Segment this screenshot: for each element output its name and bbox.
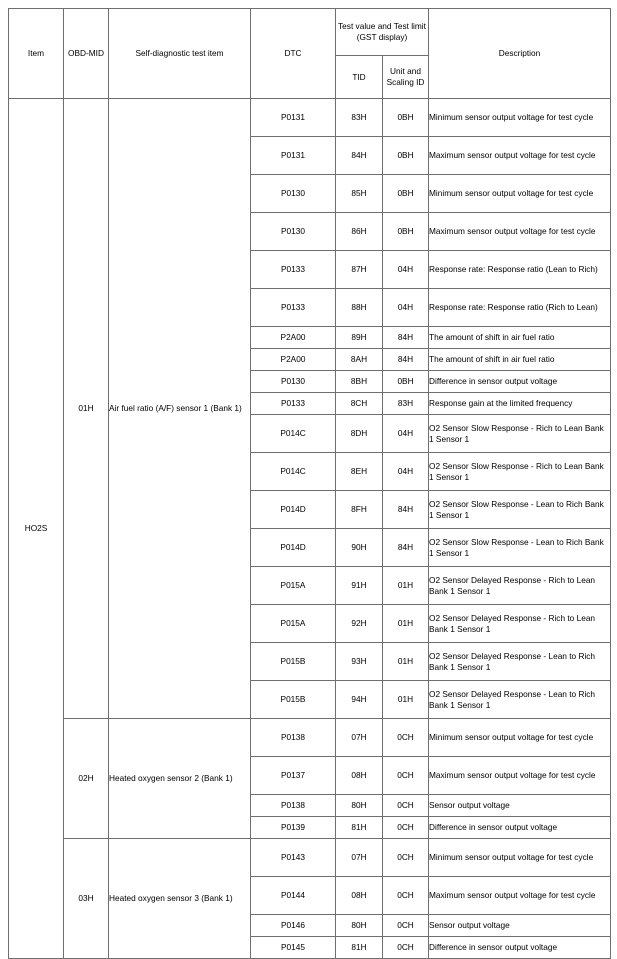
cell-dtc: P014C: [251, 453, 336, 491]
cell-unit-scaling-id: 84H: [383, 529, 429, 567]
cell-tid: 88H: [336, 289, 383, 327]
cell-tid: 8BH: [336, 371, 383, 393]
cell-tid: 81H: [336, 817, 383, 839]
cell-tid: 8DH: [336, 415, 383, 453]
cell-unit-scaling-id: 0CH: [383, 877, 429, 915]
cell-tid: 86H: [336, 213, 383, 251]
cell-self-diagnostic-test-item: Heated oxygen sensor 2 (Bank 1): [109, 719, 251, 839]
cell-description: Minimum sensor output voltage for test cycle: [429, 99, 611, 137]
cell-dtc: P0143: [251, 839, 336, 877]
cell-tid: 80H: [336, 795, 383, 817]
cell-unit-scaling-id: 0BH: [383, 371, 429, 393]
header-description: Description: [429, 9, 611, 99]
cell-unit-scaling-id: 0CH: [383, 839, 429, 877]
cell-unit-scaling-id: 04H: [383, 453, 429, 491]
cell-description: O2 Sensor Delayed Response - Rich to Lean Bank 1 Sensor 1: [429, 567, 611, 605]
cell-description: O2 Sensor Delayed Response - Rich to Lean Bank 1 Sensor 1: [429, 605, 611, 643]
cell-tid: 8EH: [336, 453, 383, 491]
table-body: [9, 99, 611, 959]
cell-dtc: P014D: [251, 491, 336, 529]
cell-dtc: P0138: [251, 795, 336, 817]
cell-description: Maximum sensor output voltage for test cycle: [429, 213, 611, 251]
cell-description: O2 Sensor Delayed Response - Lean to Rich Bank 1 Sensor 1: [429, 643, 611, 681]
cell-unit-scaling-id: 84H: [383, 491, 429, 529]
cell-unit-scaling-id: 0CH: [383, 817, 429, 839]
cell-tid: 8AH: [336, 349, 383, 371]
cell-dtc: P0146: [251, 915, 336, 937]
cell-dtc: P2A00: [251, 327, 336, 349]
cell-unit-scaling-id: 01H: [383, 643, 429, 681]
cell-dtc: P0133: [251, 289, 336, 327]
cell-tid: 8CH: [336, 393, 383, 415]
cell-description: Response rate: Response ratio (Lean to Rich): [429, 251, 611, 289]
cell-description: Sensor output voltage: [429, 795, 611, 817]
cell-unit-scaling-id: 0CH: [383, 937, 429, 959]
cell-unit-scaling-id: 0CH: [383, 795, 429, 817]
cell-tid: 87H: [336, 251, 383, 289]
cell-description: Maximum sensor output voltage for test cycle: [429, 137, 611, 175]
cell-unit-scaling-id: 0BH: [383, 175, 429, 213]
cell-unit-scaling-id: 01H: [383, 567, 429, 605]
obd-mid-self-diagnostic-table: [8, 8, 611, 959]
cell-unit-scaling-id: 04H: [383, 415, 429, 453]
cell-dtc: P0130: [251, 371, 336, 393]
cell-unit-scaling-id: 84H: [383, 349, 429, 371]
cell-dtc: P0131: [251, 137, 336, 175]
cell-tid: 84H: [336, 137, 383, 175]
cell-description: Minimum sensor output voltage for test cycle: [429, 719, 611, 757]
table-row: [9, 719, 611, 757]
cell-description: The amount of shift in air fuel ratio: [429, 349, 611, 371]
cell-description: O2 Sensor Slow Response - Rich to Lean Bank 1 Sensor 1: [429, 415, 611, 453]
cell-dtc: P0138: [251, 719, 336, 757]
cell-unit-scaling-id: 0BH: [383, 137, 429, 175]
cell-unit-scaling-id: 04H: [383, 289, 429, 327]
cell-description: Minimum sensor output voltage for test cycle: [429, 175, 611, 213]
cell-dtc: P0139: [251, 817, 336, 839]
header-dtc: DTC: [251, 9, 336, 99]
cell-description: O2 Sensor Slow Response - Lean to Rich Bank 1 Sensor 1: [429, 529, 611, 567]
cell-unit-scaling-id: 0CH: [383, 719, 429, 757]
cell-description: Difference in sensor output voltage: [429, 937, 611, 959]
table-header: [9, 9, 611, 99]
header-obd-mid: OBD-MID: [64, 9, 109, 99]
cell-description: Response gain at the limited frequency: [429, 393, 611, 415]
cell-dtc: P0133: [251, 251, 336, 289]
cell-tid: 92H: [336, 605, 383, 643]
cell-unit-scaling-id: 84H: [383, 327, 429, 349]
cell-tid: 08H: [336, 877, 383, 915]
cell-tid: 90H: [336, 529, 383, 567]
cell-item: HO2S: [9, 99, 64, 959]
cell-dtc: P015B: [251, 643, 336, 681]
cell-dtc: P0145: [251, 937, 336, 959]
cell-description: Response rate: Response ratio (Rich to Lean): [429, 289, 611, 327]
cell-self-diagnostic-test-item: Air fuel ratio (A/F) sensor 1 (Bank 1): [109, 99, 251, 719]
cell-dtc: P0133: [251, 393, 336, 415]
cell-obd-mid: 02H: [64, 719, 109, 839]
cell-unit-scaling-id: 0CH: [383, 757, 429, 795]
header-test-value-and-limit-group: Test value and Test limit (GST display): [336, 9, 429, 56]
cell-tid: 85H: [336, 175, 383, 213]
cell-description: Difference in sensor output voltage: [429, 371, 611, 393]
cell-tid: 07H: [336, 719, 383, 757]
cell-dtc: P0137: [251, 757, 336, 795]
cell-obd-mid: 03H: [64, 839, 109, 959]
cell-dtc: P0130: [251, 175, 336, 213]
cell-tid: 81H: [336, 937, 383, 959]
cell-unit-scaling-id: 01H: [383, 605, 429, 643]
cell-dtc: P014C: [251, 415, 336, 453]
header-self-diagnostic-test-item: Self-diagnostic test item: [109, 9, 251, 99]
cell-description: Maximum sensor output voltage for test cycle: [429, 877, 611, 915]
cell-unit-scaling-id: 0BH: [383, 99, 429, 137]
cell-description: O2 Sensor Slow Response - Lean to Rich Bank 1 Sensor 1: [429, 491, 611, 529]
cell-tid: 83H: [336, 99, 383, 137]
cell-description: O2 Sensor Delayed Response - Lean to Rich Bank 1 Sensor 1: [429, 681, 611, 719]
cell-tid: 07H: [336, 839, 383, 877]
cell-description: Difference in sensor output voltage: [429, 817, 611, 839]
cell-dtc: P014D: [251, 529, 336, 567]
cell-dtc: P015A: [251, 605, 336, 643]
table-row: [9, 99, 611, 137]
cell-description: Sensor output voltage: [429, 915, 611, 937]
cell-dtc: P2A00: [251, 349, 336, 371]
cell-dtc: P0130: [251, 213, 336, 251]
cell-obd-mid: 01H: [64, 99, 109, 719]
cell-description: The amount of shift in air fuel ratio: [429, 327, 611, 349]
cell-dtc: P0131: [251, 99, 336, 137]
header-tid: TID: [336, 56, 383, 99]
cell-unit-scaling-id: 0BH: [383, 213, 429, 251]
cell-description: Minimum sensor output voltage for test cycle: [429, 839, 611, 877]
cell-unit-scaling-id: 0CH: [383, 915, 429, 937]
cell-tid: 8FH: [336, 491, 383, 529]
cell-tid: 89H: [336, 327, 383, 349]
header-unit-and-scaling-id: Unit and Scaling ID: [383, 56, 429, 99]
cell-tid: 08H: [336, 757, 383, 795]
cell-tid: 94H: [336, 681, 383, 719]
cell-description: Maximum sensor output voltage for test cycle: [429, 757, 611, 795]
table-row: [9, 839, 611, 877]
cell-unit-scaling-id: 83H: [383, 393, 429, 415]
cell-dtc: P0144: [251, 877, 336, 915]
header-item: Item: [9, 9, 64, 99]
cell-dtc: P015A: [251, 567, 336, 605]
cell-tid: 80H: [336, 915, 383, 937]
cell-unit-scaling-id: 04H: [383, 251, 429, 289]
cell-tid: 93H: [336, 643, 383, 681]
header-row-top: [9, 9, 611, 56]
cell-unit-scaling-id: 01H: [383, 681, 429, 719]
cell-dtc: P015B: [251, 681, 336, 719]
cell-self-diagnostic-test-item: Heated oxygen sensor 3 (Bank 1): [109, 839, 251, 959]
cell-tid: 91H: [336, 567, 383, 605]
cell-description: O2 Sensor Slow Response - Rich to Lean Bank 1 Sensor 1: [429, 453, 611, 491]
